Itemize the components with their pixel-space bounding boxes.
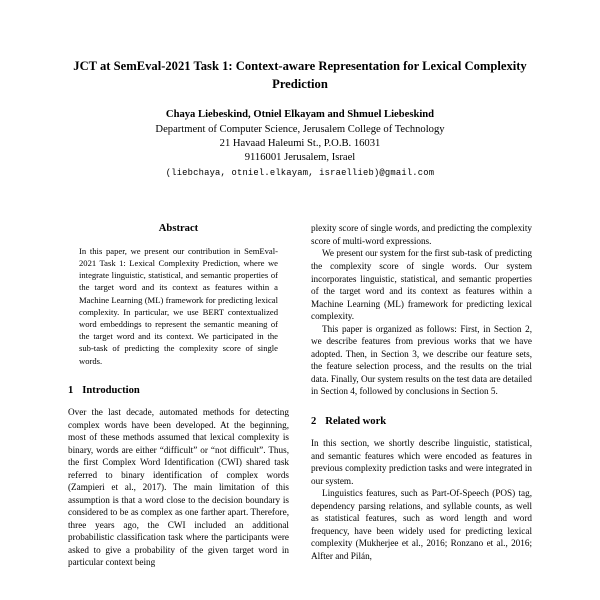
system-paragraph: We present our system for the first sub-task of predicting the complexity score of single words. Our system incorporates linguistic, statistical, and semantic properties of the target word and its context as features within a Machine Learning (ML) framework for predicting lexical complexity. [311, 248, 532, 322]
abstract-text: In this paper, we present our contribution in SemEval-2021 Task 1: Lexical Complexity Prediction, where we integrate linguistic, statistical, and semantic properties of the target word and its context as features within a Machine Learning (ML) framework for predicting lexical complexity. In particular, we use BERT contextualized word embeddings to represent the semantic meaning of the target word and its context. We participated in the sub-task of predicting the complexity score of single words. [79, 245, 278, 366]
abstract-heading: Abstract [158, 223, 199, 235]
right-column [311, 222, 532, 569]
affiliation-line: Department of Computer Science, Jerusalem College of Technology [155, 123, 445, 135]
paper-header [68, 58, 532, 178]
organization-paragraph: This paper is organized as follows: First, in Section 2, we describe features from previous works that we have adopted. Then, in Section 3, we describe our feature sets, the feature selection process, and the results on the trial data. Finally, Our system results on the test data are detailed in Section 4, followed by conclusions in Section 5. [311, 323, 532, 397]
address-line-1: 21 Havaad Haleumi St., P.O.B. 16031 [219, 137, 381, 149]
section-title: Introduction [82, 384, 140, 396]
section-number: 1 [68, 384, 74, 396]
paper-authors: Chaya Liebeskind, Otniel Elkayam and Shmuel Liebeskind [165, 109, 435, 121]
related-work-paragraph: In this section, we shortly describe linguistic, statistical, and semantic features which were encoded as features in previous complexity prediction tasks and were integrated in our system. [311, 438, 532, 486]
section-heading-related-work [311, 415, 532, 429]
continuation-paragraph: plexity score of single words, and predicting the complexity score of multi-word expressions. [311, 223, 532, 246]
section-heading-introduction [68, 384, 289, 398]
left-column [68, 222, 289, 569]
section-title: Related work [325, 415, 387, 427]
section-number: 2 [311, 415, 317, 427]
two-column-body [68, 222, 532, 569]
email-line: (liebchaya, otniel.elkayam, israellieb)@gmail.com [165, 168, 435, 179]
paper-title: JCT at SemEval-2021 Task 1: Context-aware Representation for Lexical Complexity Prediction [73, 59, 527, 91]
related-work-paragraph: Linguistics features, such as Part-Of-Speech (POS) tag, dependency parsing relations, and syllable counts, as well as statistical features, such as word length and word frequency, have been widely used for predicting lexical complexity (Mukherjee et al., 2016; Ronzano et al., 2016; Alfter and Pilán, [311, 488, 532, 561]
introduction-paragraph: Over the last decade, automated methods for detecting complex words have been developed. At the beginning, most of these methods assumed that lexical complexity is binary, words are either “difficult” or “not difficult”. Thus, the first Complex Word Identification (CWI) shared task referred to binary identification of complex words (Zampieri et al., 2017). The main limitation of this assumption is that a word close to the decision boundary is considered to be as complex as one farther apart. Therefore, three years ago, the CWI included an additional probabilistic classification task where the participants were asked to give a probability of the given target word in particular context being [68, 407, 289, 568]
abstract-block [68, 222, 289, 366]
address-line-2: 9116001 Jerusalem, Israel [244, 152, 356, 164]
